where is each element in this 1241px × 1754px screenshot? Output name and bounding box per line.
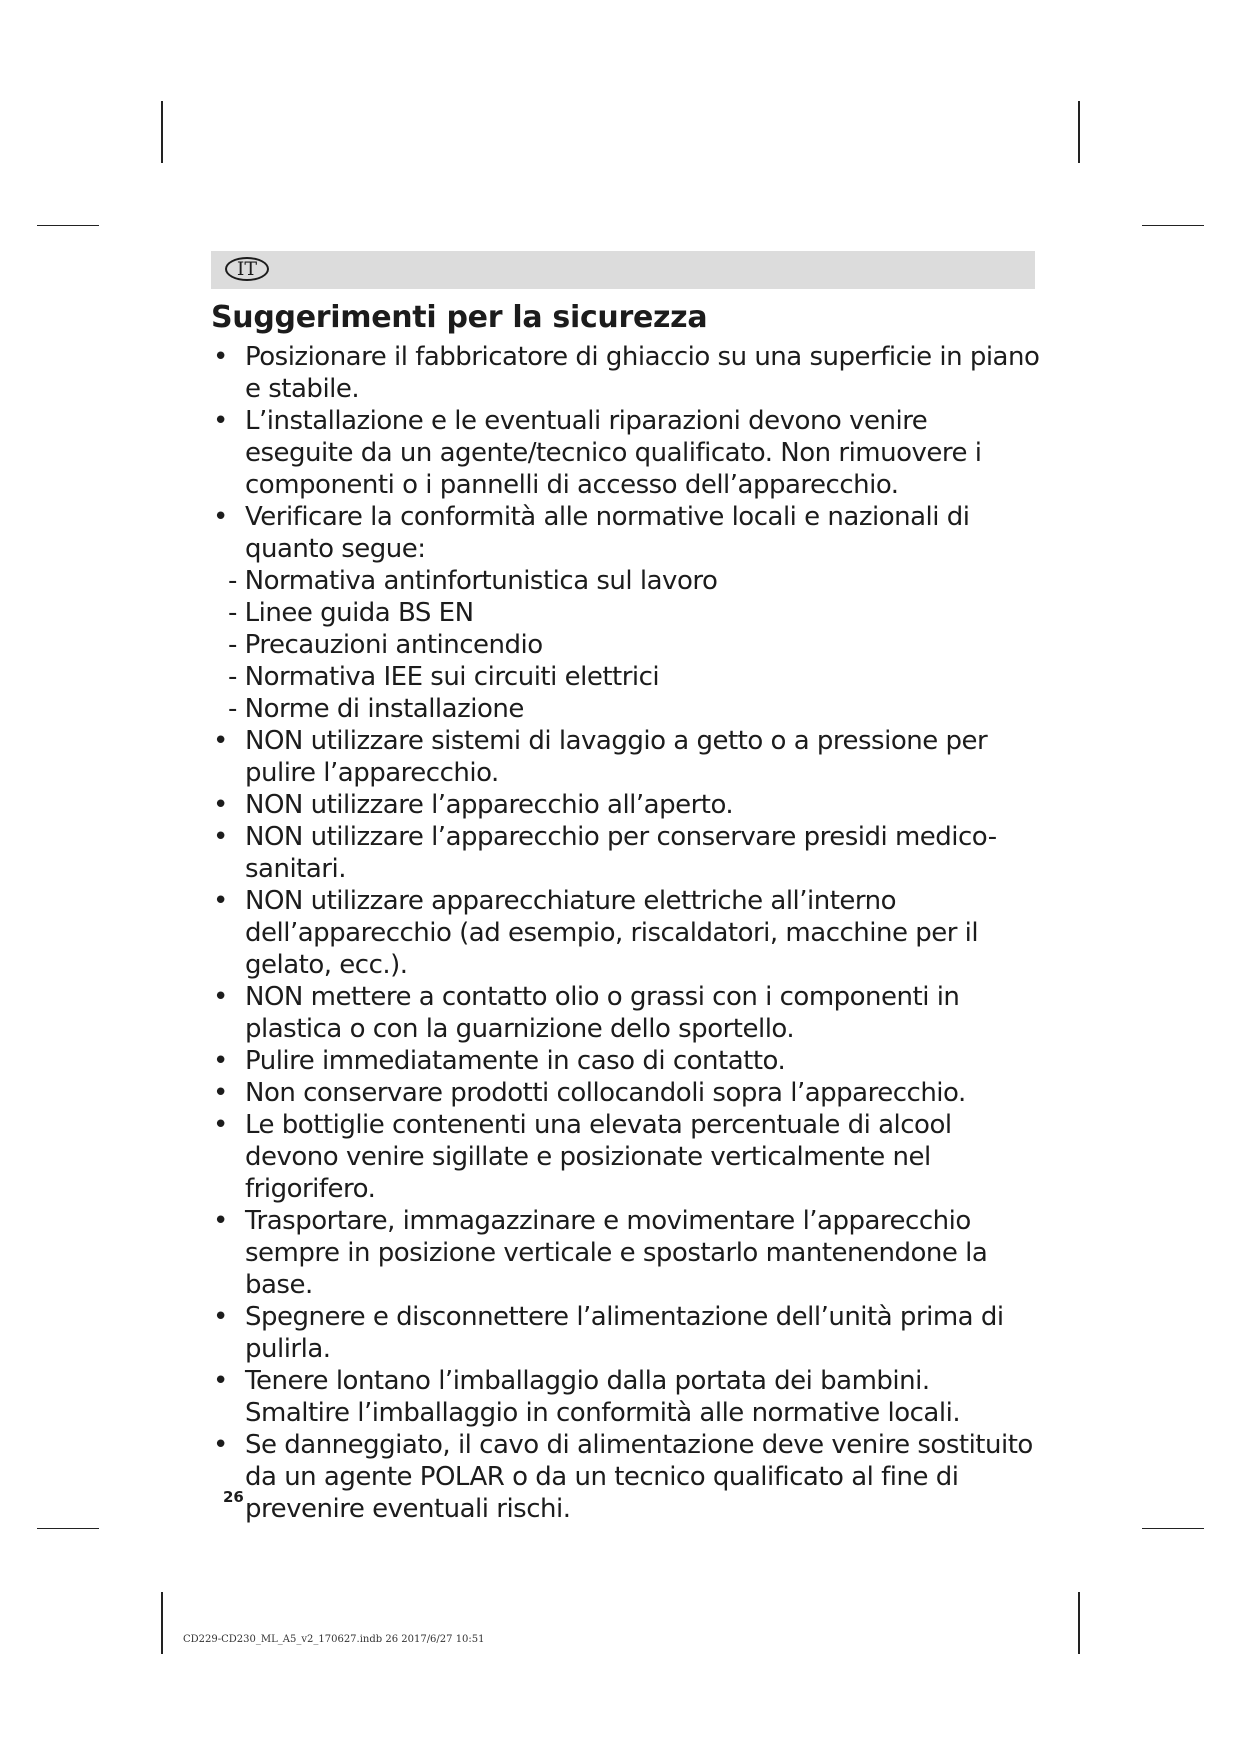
safety-bullet-item: [211, 725, 1041, 789]
safety-bullet-item: [211, 1077, 1041, 1109]
item-text: NON utilizzare sistemi di lavaggio a getto o a pressione per pulire l’apparecchio.: [245, 726, 988, 788]
page-number: 26: [223, 1488, 244, 1506]
bullet-dot-icon: •: [213, 982, 228, 1012]
bullet-dot-icon: •: [213, 342, 228, 372]
language-badge: IT: [225, 257, 269, 281]
item-text: L’installazione e le eventuali riparazioni devono venire eseguite da un agente/tecnico qualificato. Non rimuovere i componenti o i pannelli di accesso dell’apparecchio.: [245, 406, 982, 500]
safety-bullet-item: [211, 1301, 1041, 1365]
print-slug: CD229-CD230_ML_A5_v2_170627.indb 26 2017/6/27 10:51: [183, 1634, 485, 1645]
item-text: - Normativa antinfortunistica sul lavoro: [228, 566, 718, 596]
item-text: NON utilizzare l’apparecchio all’aperto.: [245, 790, 734, 820]
safety-bullet-item: [211, 885, 1041, 981]
crop-mark-left-top: [37, 225, 99, 226]
safety-bullet-item: [211, 1109, 1041, 1205]
item-text: - Linee guida BS EN: [228, 598, 474, 628]
language-header-bar: [211, 251, 1035, 289]
crop-mark-bottom-left: [161, 1592, 163, 1654]
bullet-dot-icon: •: [213, 1430, 228, 1460]
bullet-dot-icon: •: [213, 790, 228, 820]
item-text: Se danneggiato, il cavo di alimentazione deve venire sostituito da un agente POLAR o da un tecnico qualificato al fine di prevenire eventuali rischi.: [245, 1430, 1033, 1524]
item-text: Tenere lontano l’imballaggio dalla portata dei bambini. Smaltire l’imballaggio in conformità alle normative locali.: [245, 1366, 961, 1428]
bullet-dot-icon: •: [213, 1110, 228, 1140]
safety-sub-item: [211, 629, 1041, 661]
crop-mark-top-left: [161, 101, 163, 163]
bullet-dot-icon: •: [213, 406, 228, 436]
bullet-dot-icon: •: [213, 726, 228, 756]
safety-bullet-item: [211, 1365, 1041, 1429]
item-text: - Normativa IEE sui circuiti elettrici: [228, 662, 660, 692]
bullet-dot-icon: •: [213, 1302, 228, 1332]
section-title: Suggerimenti per la sicurezza: [211, 300, 708, 335]
safety-list-container: [211, 341, 1041, 1525]
safety-list: [211, 341, 1041, 1525]
crop-mark-bottom-right: [1078, 1592, 1080, 1654]
safety-sub-item: [211, 661, 1041, 693]
item-text: Verificare la conformità alle normative locali e nazionali di quanto segue:: [245, 502, 970, 564]
item-text: - Norme di installazione: [228, 694, 524, 724]
bullet-dot-icon: •: [213, 502, 228, 532]
bullet-dot-icon: •: [213, 886, 228, 916]
safety-bullet-item: [211, 1205, 1041, 1301]
item-text: NON utilizzare apparecchiature elettriche all’interno dell’apparecchio (ad esempio, riscaldatori, macchine per il gelato, ecc.).: [245, 886, 979, 980]
safety-bullet-item: [211, 501, 1041, 565]
bullet-dot-icon: •: [213, 1078, 228, 1108]
safety-bullet-item: [211, 405, 1041, 501]
safety-bullet-item: [211, 981, 1041, 1045]
crop-mark-left-bottom: [37, 1528, 99, 1529]
item-text: Posizionare il fabbricatore di ghiaccio su una superficie in piano e stabile.: [245, 342, 1040, 404]
safety-sub-item: [211, 693, 1041, 725]
crop-mark-top-right: [1078, 101, 1080, 163]
bullet-dot-icon: •: [213, 1366, 228, 1396]
item-text: Le bottiglie contenenti una elevata percentuale di alcool devono venire sigillate e posizionate verticalmente nel frigorifero.: [245, 1110, 952, 1204]
item-text: Pulire immediatamente in caso di contatto.: [245, 1046, 786, 1076]
item-text: Non conservare prodotti collocandoli sopra l’apparecchio.: [245, 1078, 966, 1108]
bullet-dot-icon: •: [213, 822, 228, 852]
bullet-dot-icon: •: [213, 1206, 228, 1236]
safety-bullet-item: [211, 1045, 1041, 1077]
crop-mark-right-bottom: [1142, 1528, 1204, 1529]
safety-sub-item: [211, 565, 1041, 597]
safety-bullet-item: [211, 341, 1041, 405]
safety-bullet-item: [211, 1429, 1041, 1525]
bullet-dot-icon: •: [213, 1046, 228, 1076]
safety-bullet-item: [211, 789, 1041, 821]
item-text: Spegnere e disconnettere l’alimentazione dell’unità prima di pulirla.: [245, 1302, 1004, 1364]
safety-bullet-item: [211, 821, 1041, 885]
item-text: NON utilizzare l’apparecchio per conservare presidi medico-sanitari.: [245, 822, 997, 884]
item-text: Trasportare, immagazzinare e movimentare l’apparecchio sempre in posizione verticale e spostarlo mantenendone la base.: [245, 1206, 988, 1300]
item-text: NON mettere a contatto olio o grassi con i componenti in plastica o con la guarnizione dello sportello.: [245, 982, 960, 1044]
safety-sub-item: [211, 597, 1041, 629]
crop-mark-right-top: [1142, 225, 1204, 226]
item-text: - Precauzioni antincendio: [228, 630, 543, 660]
